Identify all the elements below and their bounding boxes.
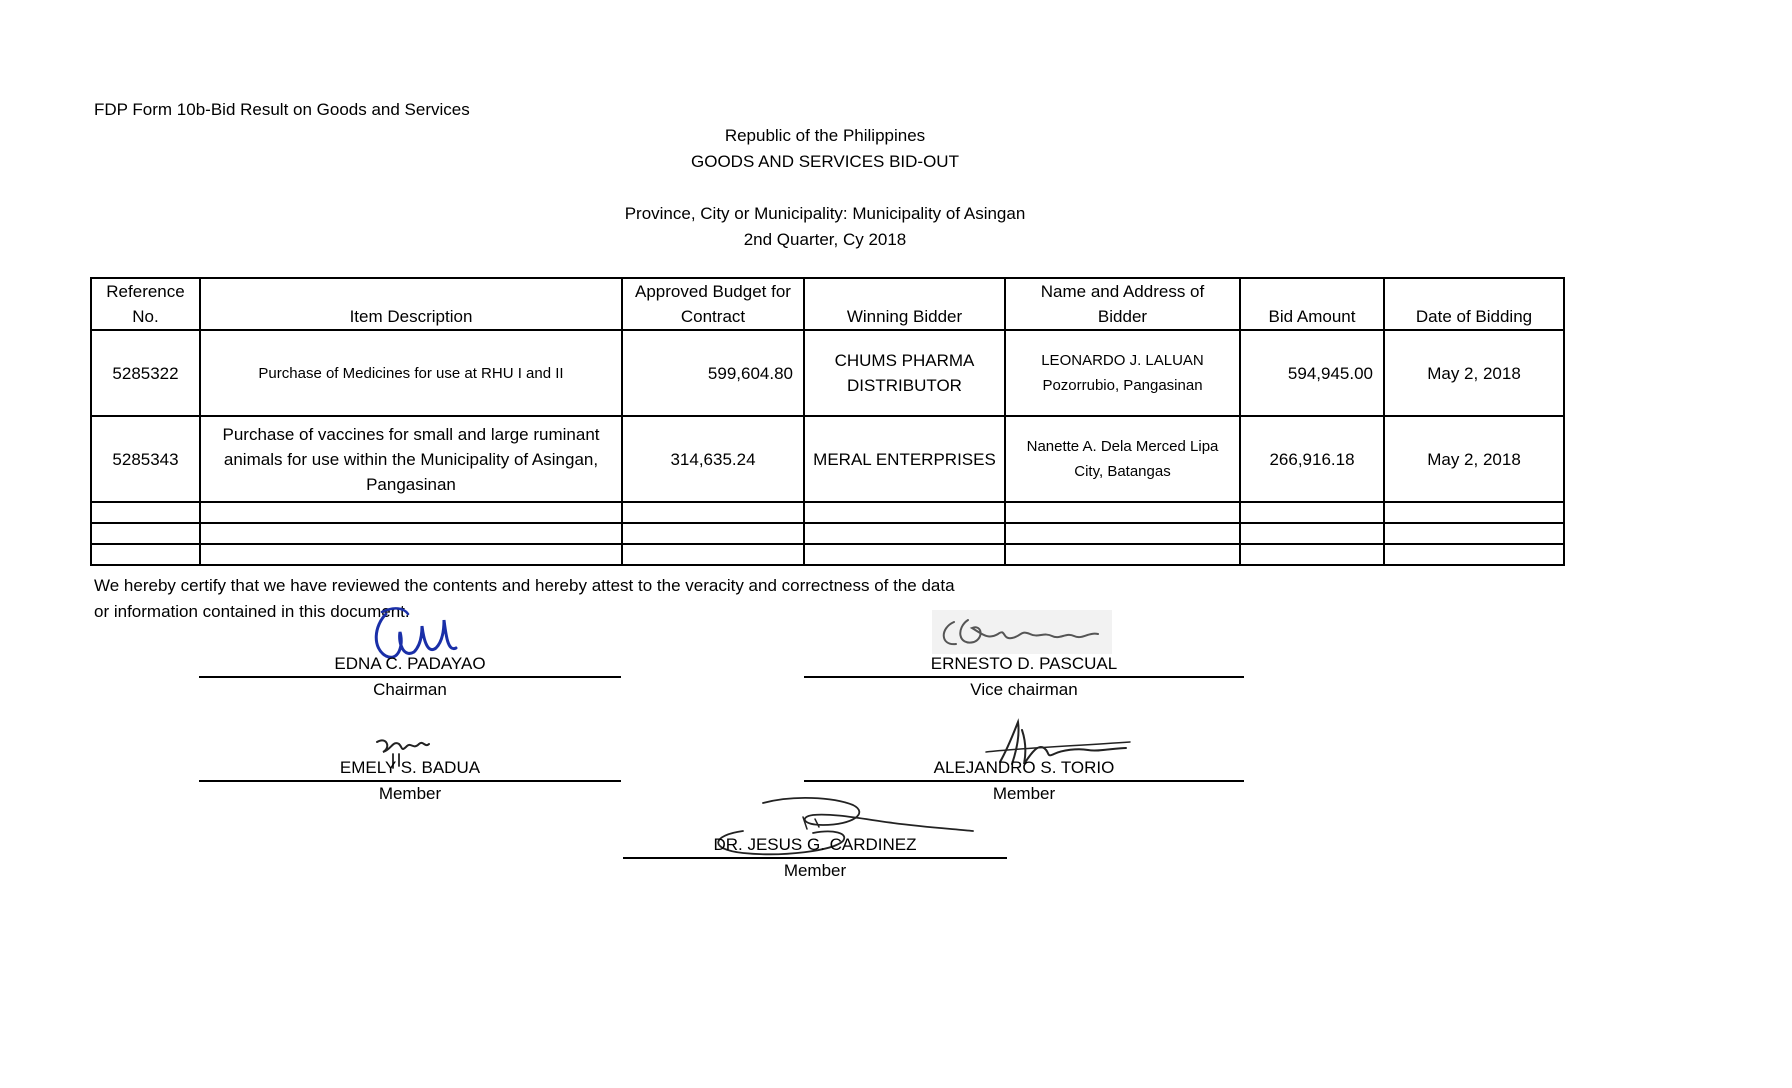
signatory-role: Vice chairman xyxy=(970,680,1078,699)
header-approved-budget: Approved Budget for Contract xyxy=(622,278,804,330)
cell-item-description: Purchase of vaccines for small and large ruminant animals for use within the Municipality of Asingan, Pangasinan xyxy=(200,416,622,502)
header-republic: Republic of the Philippines xyxy=(724,126,926,145)
cell-item-description: Purchase of Medicines for use at RHU I and II xyxy=(200,330,622,416)
cell-date-of-bidding: May 2, 2018 xyxy=(1384,330,1564,416)
cell-winning-bidder: MERAL ENTERPRISES xyxy=(804,416,1005,502)
cell-winning-bidder: CHUMS PHARMA DISTRIBUTOR xyxy=(804,330,1005,416)
signatory-role: Member xyxy=(992,784,1056,803)
header-quarter: 2nd Quarter, Cy 2018 xyxy=(743,230,907,249)
header-reference-no: Reference No. xyxy=(91,278,200,330)
signatory-name: ERNESTO D. PASCUAL xyxy=(930,654,1118,673)
table-row xyxy=(91,330,1564,416)
cell-bidder-address: LEONARDO J. LALUAN Pozorrubio, Pangasinan xyxy=(1005,330,1240,416)
cell-bidder-address: Nanette A. Dela Merced Lipa City, Batangas xyxy=(1005,416,1240,502)
table-header-row xyxy=(91,278,1564,330)
table-row-empty xyxy=(91,502,1564,523)
header-date-of-bidding: Date of Bidding xyxy=(1384,278,1564,330)
signatory-member-badua xyxy=(199,724,621,814)
signatory-name: EDNA C. PADAYAO xyxy=(334,654,486,673)
signatory-chairman xyxy=(199,620,621,710)
certification-line-1: We hereby certify that we have reviewed the contents and hereby attest to the veracity and correctness of the data xyxy=(94,576,955,595)
certification-line-2: or information contained in this document. xyxy=(94,602,410,621)
header-item-description: Item Description xyxy=(200,278,622,330)
header-municipality: Province, City or Municipality: Municipality of Asingan xyxy=(624,204,1026,223)
cell-approved-budget: 314,635.24 xyxy=(622,416,804,502)
cell-date-of-bidding: May 2, 2018 xyxy=(1384,416,1564,502)
table-row-empty xyxy=(91,544,1564,565)
signatory-vice-chairman xyxy=(804,620,1244,710)
header-title: GOODS AND SERVICES BID-OUT xyxy=(691,152,959,171)
cell-bid-amount: 594,945.00 xyxy=(1240,330,1384,416)
signature-mark xyxy=(932,610,1112,654)
cell-reference-no: 5285322 xyxy=(91,330,200,416)
form-label: FDP Form 10b-Bid Result on Goods and Services xyxy=(94,100,470,119)
header-winning-bidder: Winning Bidder xyxy=(804,278,1005,330)
table-row xyxy=(91,416,1564,502)
signatory-name: ALEJANDRO S. TORIO xyxy=(933,758,1115,777)
table-row-empty xyxy=(91,523,1564,544)
signatory-role: Chairman xyxy=(373,680,447,699)
cell-bid-amount: 266,916.18 xyxy=(1240,416,1384,502)
cell-reference-no: 5285343 xyxy=(91,416,200,502)
signatory-role: Member xyxy=(783,861,847,880)
header-bid-amount: Bid Amount xyxy=(1240,278,1384,330)
signatory-name: DR. JESUS G. CARDINEZ xyxy=(713,835,917,854)
signatory-member-cardinez xyxy=(623,801,1007,891)
signatory-role: Member xyxy=(378,784,442,803)
signatory-name: EMELY S. BADUA xyxy=(339,758,481,777)
header-bidder-address: Name and Address of Bidder xyxy=(1005,278,1240,330)
bid-results-table xyxy=(90,277,1565,566)
cell-approved-budget: 599,604.80 xyxy=(622,330,804,416)
